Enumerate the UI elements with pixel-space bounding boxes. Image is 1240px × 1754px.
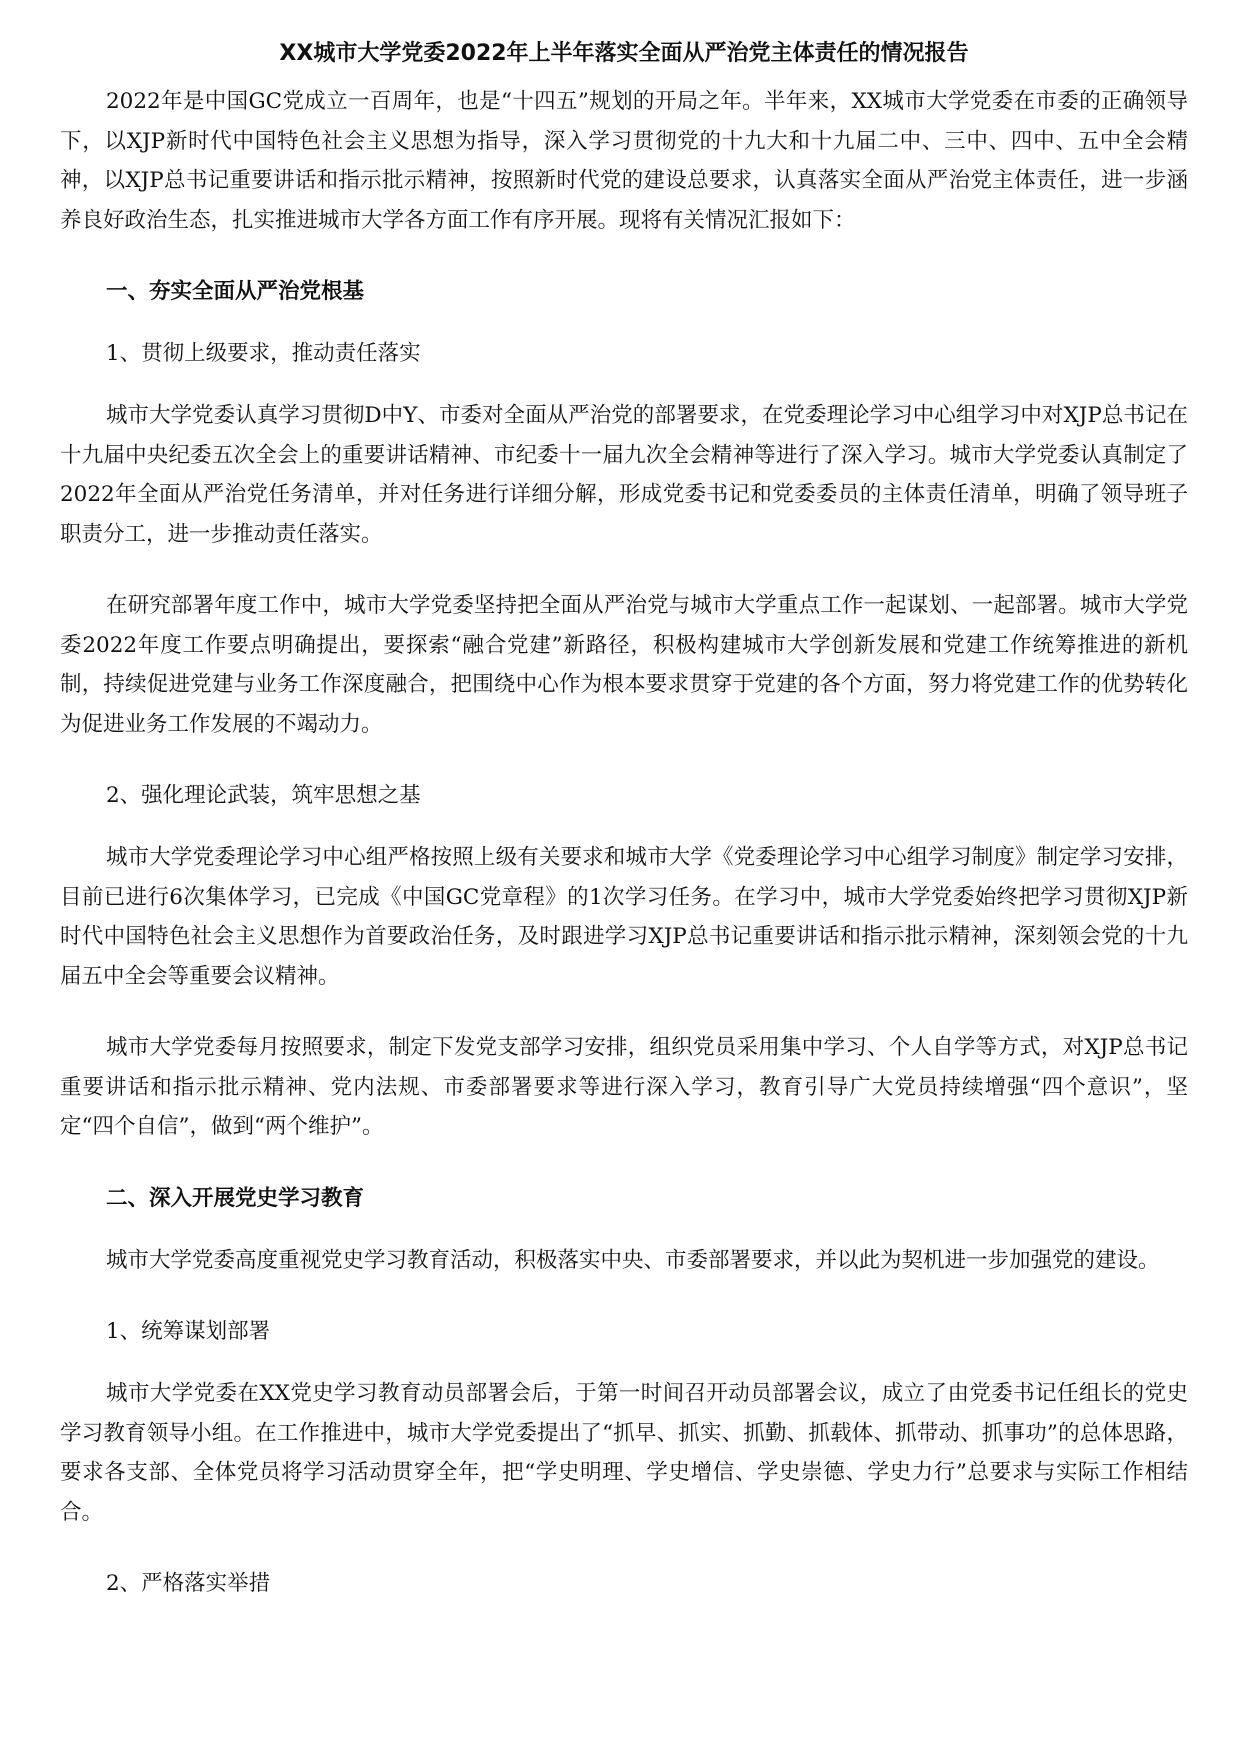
section-1-sub-1-paragraph-2: 在研究部署年度工作中，城市大学党委坚持把全面从严治党与城市大学重点工作一起谋划、一起部署。城市大学党委2022年度工作要点明确提出，要探索“融合党建”新路径，积极构建城市大学创新发展和党建工作统筹推进的新机制，持续促进党建与业务工作深度融合，把围绕中心作为根本要求贯穿于党建的各个方面，努力将党建工作的优势转化为促进业务工作发展的不竭动力。 <box>60 593 1188 737</box>
section-1-sub-1-heading: 1、贯彻上级要求，推动责任落实 <box>106 341 421 366</box>
section-2-sub-1-paragraph-1: 城市大学党委在XX党史学习教育动员部署会后，于第一时间召开动员部署会议，成立了由党委书记任组长的党史学习教育领导小组。在工作推进中，城市大学党委提出了“抓早、抓实、抓勤、抓载体、抓带动、抓事功”的总体思路，要求各支部、全体党员将学习活动贯穿全年，把“学史明理、学史增信、学史崇德、学史力行”总要求与实际工作相结合。 <box>60 1381 1188 1525</box>
section-1-sub-1-paragraph-1: 城市大学党委认真学习贯彻D中Y、市委对全面从严治党的部署要求，在党委理论学习中心组学习中对XJP总书记在十九届中央纪委五次全会上的重要讲话精神、市纪委十一届九次全会精神等进行了深入学习。城市大学党委认真制定了2022年全面从严治党任务清单，并对任务进行详细分解，形成党委书记和党委委员的主体责任清单，明确了领导班子职责分工，进一步推动责任落实。 <box>60 403 1188 547</box>
document-title: XX城市大学党委2022年上半年落实全面从严治党主体责任的情况报告 <box>279 41 969 66</box>
section-1-sub-2-paragraph-2: 城市大学党委每月按照要求，制定下发党支部学习安排，组织党员采用集中学习、个人自学等方式，对XJP总书记重要讲话和指示批示精神、党内法规、市委部署要求等进行深入学习，教育引导广大党员持续增强“四个意识”，坚定“四个自信”，做到“两个维护”。 <box>60 1035 1188 1139</box>
section-2-heading: 二、深入开展党史学习教育 <box>106 1185 365 1211</box>
document-page <box>60 34 1188 1626</box>
section-1-heading: 一、夯实全面从严治党根基 <box>106 279 365 304</box>
section-1-sub-2-heading: 2、强化理论武装，筑牢思想之基 <box>106 783 421 808</box>
section-2-intro-paragraph: 城市大学党委高度重视党史学习教育活动，积极落实中央、市委部署要求，并以此为契机进一步加强党的建设。 <box>106 1247 1160 1273</box>
section-2-sub-2-heading: 2、严格落实举措 <box>106 1571 271 1596</box>
section-1-sub-2-paragraph-1: 城市大学党委理论学习中心组严格按照上级有关要求和城市大学《党委理论学习中心组学习制度》制定学习安排，目前已进行6次集体学习，已完成《中国GC党章程》的1次学习任务。在学习中，城市大学党委始终把学习贯彻XJP新时代中国特色社会主义思想作为首要政治任务，及时跟进学习XJP总书记重要讲话和指示批示精神，深刻领会党的十九届五中全会等重要会议精神。 <box>60 845 1188 989</box>
intro-paragraph: 2022年是中国GC党成立一百周年，也是“十四五”规划的开局之年。半年来，XX城市大学党委在市委的正确领导下，以XJP新时代中国特色社会主义思想为指导，深入学习贯彻党的十九大和十九届二中、三中、四中、五中全会精神，以XJP总书记重要讲话和指示批示精神，按照新时代党的建设总要求，认真落实全面从严治党主体责任，进一步涵养良好政治生态，扎实推进城市大学各方面工作有序开展。现将有关情况汇报如下： <box>60 89 1188 233</box>
section-2-sub-1-heading: 1、统筹谋划部署 <box>106 1319 271 1344</box>
